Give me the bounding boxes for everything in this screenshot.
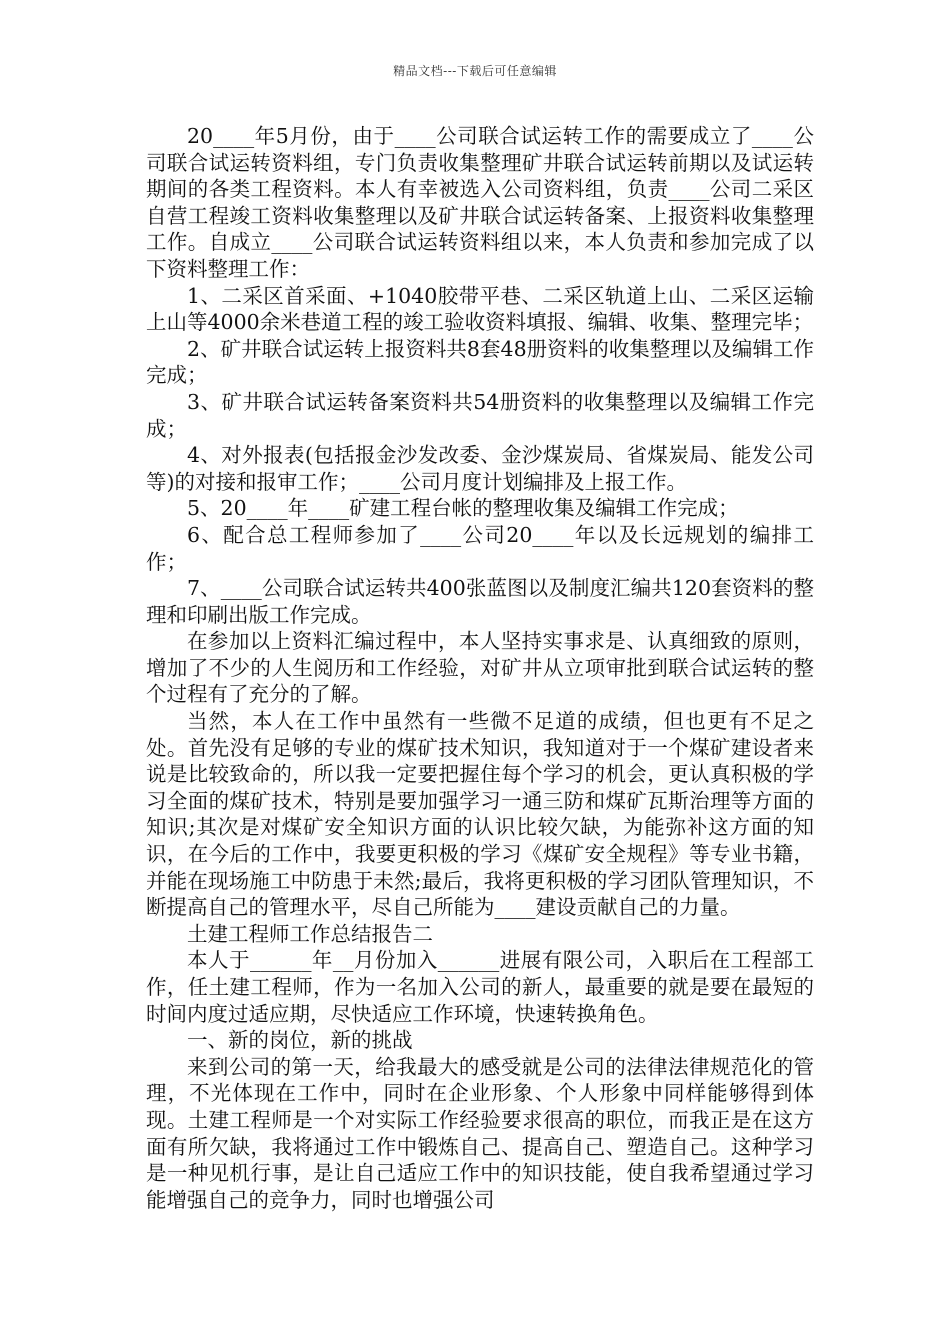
list-item: 7、____公司联合试运转共400张蓝图以及制度汇编共120套资料的整理和印刷出版工作完成。: [146, 576, 814, 627]
section-title: 土建工程师工作总结报告二: [187, 921, 433, 946]
section-heading: 一、新的岗位，新的挑战: [187, 1028, 413, 1053]
paragraph: 来到公司的第一天，给我最大的感受就是公司的法律法律规范化的管理，不光体现在工作中，同时在企业形象、个人形象中同样能够得到体现。土建工程师是一个对实际工作经验要求很高的职位，而我正是在这方面有所欠缺，我将通过工作中锻炼自己、提高自己、塑造自己。这种学习是一种见机行事，是让自己适应工作中的知识技能，使自我希望通过学习能增强自己的竞争力，同时也增强公司: [146, 1054, 814, 1212]
page-header: 精品文档---下载后可任意编辑: [393, 64, 557, 78]
list-item: 3、矿井联合试运转备案资料共54册资料的收集整理以及编辑工作完成；: [146, 389, 814, 441]
list-item: 2、矿井联合试运转上报资料共8套48册资料的收集整理以及编辑工作完成；: [146, 336, 814, 388]
paragraph: 在参加以上资料汇编过程中，本人坚持实事求是、认真细致的原则，增加了不少的人生阅历和工作经验，对矿井从立项审批到联合试运转的整个过程有了充分的了解。: [146, 629, 814, 707]
paragraph: 当然，本人在工作中虽然有一些微不足道的成绩，但也更有不足之处。首先没有足够的专业的煤矿技术知识，我知道对于一个煤矿建设者来说是比较致命的，所以我一定要把握住每个学习的机会，更认真积极的学习全面的煤矿技术，特别是要加强学习一通三防和煤矿瓦斯治理等方面的知识;其次是对煤矿安全知识方面的认识比较欠缺，为能弥补这方面的知识，在今后的工作中，我要更积极的学习《煤矿安全规程》等专业书籍，并能在现场施工中防患于未然;最后，我将更积极的学习团队管理知识，不断提高自己的管理水平，尽自己所能为____建设贡献自己的力量。: [146, 709, 814, 920]
document-body: [146, 123, 814, 1213]
list-item: 5、20____年____矿建工程台帐的整理收集及编辑工作完成；: [187, 496, 739, 521]
paragraph: 20____年5月份，由于____公司联合试运转工作的需要成立了____公司联合试运转资料组，专门负责收集整理矿井联合试运转前期以及试运转期间的各类工程资料。本人有幸被选入公司资料组，负责____公司二采区自营工程竣工资料收集整理以及矿井联合试运转备案、上报资料收集整理工作。自成立____公司联合试运转资料组以来，本人负责和参加完成了以下资料整理工作：: [146, 124, 814, 281]
list-item: 6、配合总工程师参加了____公司20____年以及长远规划的编排工作；: [146, 522, 814, 574]
list-item: 4、对外报表(包括报金沙发改委、金沙煤炭局、省煤炭局、能发公司等)的对接和报审工作；____公司月度计划编排及上报工作。: [146, 443, 814, 494]
paragraph: 本人于______年__月份加入______进展有限公司，入职后在工程部工作，任土建工程师，作为一名加入公司的新人，最重要的就是要在最短的时间内度过适应期，尽快适应工作环境，快速转换角色。: [146, 948, 814, 1026]
list-item: 1、二采区首采面、+1040胶带平巷、二采区轨道上山、二采区运输上山等4000余米巷道工程的竣工验收资料填报、编辑、收集、整理完毕；: [146, 283, 814, 335]
